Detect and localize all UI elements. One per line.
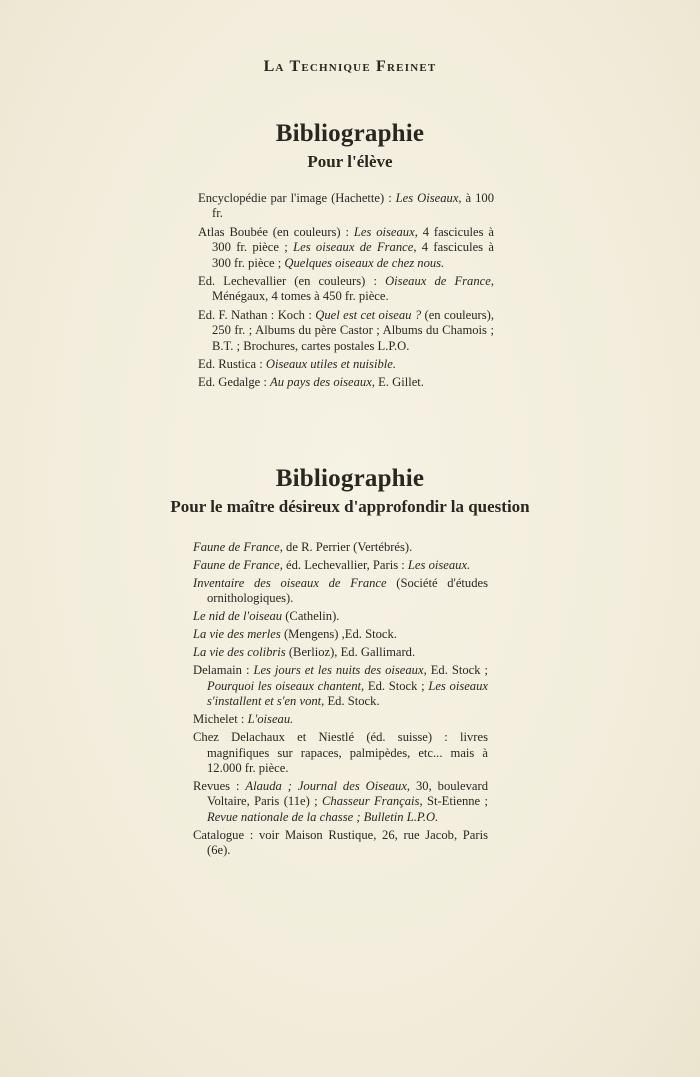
entry-text: , 4 fascicules à 300 fr. pièce ; (212, 240, 494, 270)
entry-text: , St-Etienne ; (419, 794, 488, 809)
bibliography-list-teacher (193, 540, 488, 861)
entry-text: Ed. Gedalge : (198, 375, 271, 390)
entry-text: , Ménégaux, 4 tomes à 450 fr. pièce. (212, 274, 494, 304)
bibliography-entry (193, 779, 488, 825)
entry-title-text: Les oiseaux (353, 224, 415, 239)
entry-text: Michelet : (193, 712, 248, 727)
entry-title-text: Les oiseaux. (407, 558, 471, 572)
entry-text: , éd. Lechevallier, Paris : (279, 558, 408, 572)
running-header: La Technique Freinet (263, 58, 437, 75)
bibliography-entry (198, 308, 494, 354)
section-title-student: Bibliographie (275, 120, 425, 147)
entry-text: Revues : (193, 779, 246, 794)
entry-text: Ed. Lechevallier (en couleurs) : (198, 274, 386, 289)
entry-title-text: Faune de France (193, 540, 280, 554)
bibliography-entry (193, 627, 488, 642)
entry-title-text: Alauda ; Journal des Oiseaux (245, 779, 407, 794)
entry-title-text: Chasseur Français (322, 794, 420, 809)
entry-title-text: Les oiseaux de France (293, 240, 414, 255)
entry-text: (Mengens) ,Ed. Stock. (280, 627, 397, 642)
entry-title-text: Inventaire des oiseaux de France (193, 576, 387, 590)
bibliography-entry (198, 375, 494, 390)
entry-title-text: Oiseaux utiles et nuisible. (265, 357, 396, 372)
entry-title-text: La vie des colibris (193, 645, 286, 660)
bibliography-entry (198, 274, 494, 305)
entry-text: Catalogue : voir Maison Rustique, 26, rue Jacob, Paris (6e). (193, 827, 488, 858)
bibliography-entry (198, 191, 494, 222)
bibliography-entry (198, 225, 494, 271)
bibliography-entry (193, 645, 488, 660)
entry-title-text: Les jours et les nuits des oiseaux (253, 663, 424, 678)
entry-text: Delamain : (193, 663, 254, 678)
entry-title-text: Le nid de l'oiseau (193, 609, 283, 624)
entry-title-text: Pourquoi les oiseaux chantent (207, 678, 362, 693)
entry-text: Encyclopédie par l'image (Hachette) : (198, 191, 396, 205)
entry-text: , Ed. Stock ; (423, 663, 489, 678)
entry-text: , 30, boulevard Voltaire, Paris (11e) ; (207, 779, 489, 809)
entry-text: Ed. Rustica : (198, 357, 266, 372)
entry-text: , 4 fascicules à 300 fr. pièce ; (212, 224, 494, 255)
entry-title-text: Quelques oiseaux de chez nous. (284, 255, 445, 270)
entry-title-text: Les oiseaux s'installent et s'en vont (207, 678, 488, 709)
entry-text: , de R. Perrier (Vertébrés). (279, 540, 413, 554)
entry-text: , Ed. Stock ; (361, 678, 429, 693)
entry-text: , E. Gillet. (371, 375, 424, 390)
section-subtitle-teacher: Pour le maître désireux d'approfondir la question (170, 497, 530, 516)
bibliography-entry (193, 540, 488, 555)
section-subtitle-student: Pour l'élève (307, 152, 393, 171)
bibliography-list-student (198, 191, 494, 394)
bibliography-entry (193, 609, 488, 624)
bibliography-entry (193, 730, 488, 776)
entry-text: Ed. F. Nathan : Koch : (198, 307, 316, 322)
bibliography-entry (193, 558, 488, 573)
entry-text: , à 100 fr. (212, 191, 494, 221)
entry-title-text: Les Oiseaux (395, 191, 459, 205)
entry-title-text: Oiseaux de France (385, 274, 491, 289)
entry-text: (en couleurs), 250 fr. ; Albums du père Castor ; Albums du Chamois ; B.T. ; Brochures, cartes postales L.P.O. (212, 307, 494, 353)
entry-title-text: Quel est cet oiseau ? (315, 307, 422, 322)
entry-text: (Berlioz), Ed. Gallimard. (285, 645, 416, 660)
entry-text: , Ed. Stock. (321, 694, 380, 709)
entry-text: Chez Delachaux et Niestlé (éd. suisse) : livres magnifiques sur rapaces, palmipèdes, etc... mais à 12.000 fr. pièce. (193, 730, 488, 776)
entry-text: (Société d'études ornithologiques). (207, 576, 488, 606)
bibliography-entry (193, 663, 488, 709)
entry-text: Atlas Boubée (en couleurs) : (198, 224, 354, 239)
entry-title-text: Au pays des oiseaux (270, 375, 372, 390)
entry-title-text: Faune de France (193, 558, 280, 572)
bibliography-entry (193, 828, 488, 859)
entry-title-text: La vie des merles (193, 627, 281, 642)
entry-title-text: L'oiseau. (247, 712, 294, 727)
entry-title-text: Revue nationale de la chasse ; Bulletin L.P.O. (207, 809, 439, 824)
section-title-teacher: Bibliographie (275, 465, 425, 492)
bibliography-entry (193, 576, 488, 607)
bibliography-entry (198, 357, 494, 372)
entry-text: (Cathelin). (282, 609, 340, 624)
bibliography-entry (193, 712, 488, 727)
